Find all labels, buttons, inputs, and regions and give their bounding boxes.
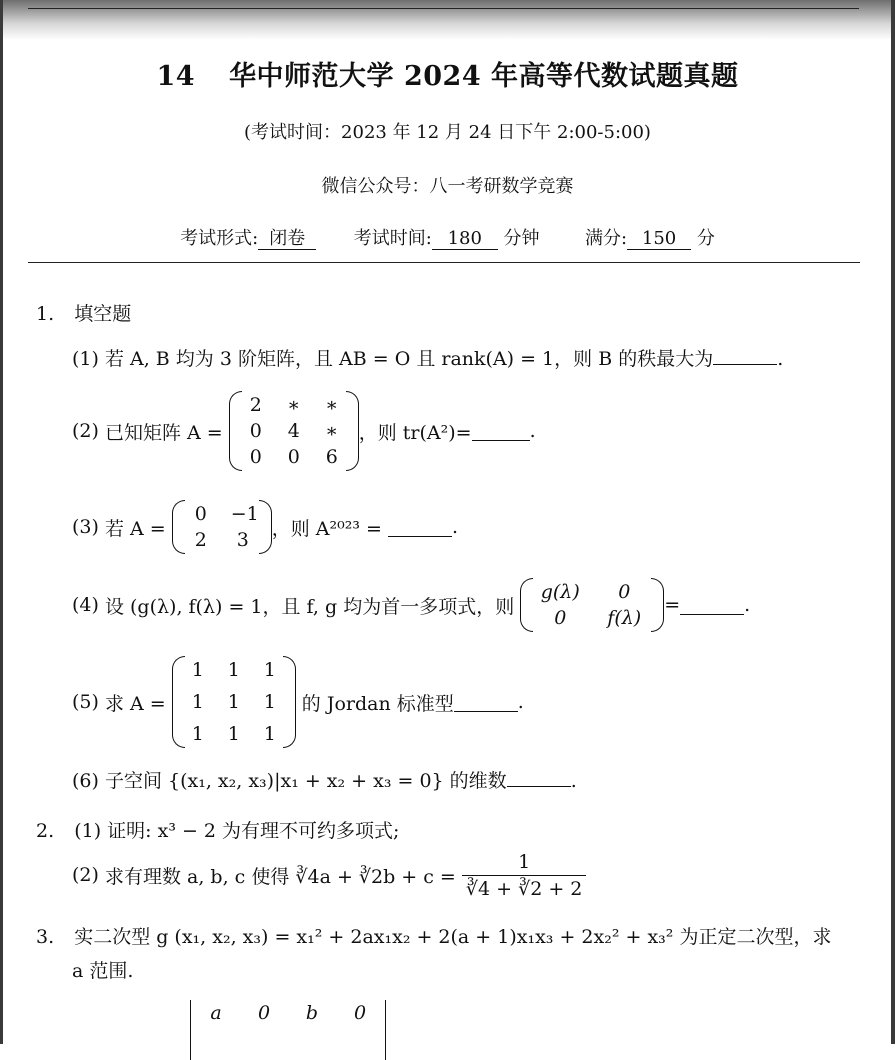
score-unit: 分 [696, 228, 715, 249]
part-pre: 求有理数 a, b, c 使得 ∛4a + ∛2b + c = [104, 865, 456, 888]
matrix-a-2x2 [172, 500, 272, 554]
part-post: ，则 tr(A²)= [358, 421, 472, 444]
right-paren [651, 578, 664, 632]
matrix-g-f-diag [520, 578, 664, 632]
q1-part-5 [72, 652, 524, 752]
page-title [0, 54, 895, 93]
part-pre: 求 A = [104, 692, 166, 715]
exam-date: (考试时间：2023 年 12 月 24 日下午 2:00-5:00) [244, 122, 651, 143]
part-pre: 设 (g(λ), f(λ) = 1，且 f, g 均为首一多项式，则 [104, 595, 515, 618]
right-page-edge [891, 0, 895, 1044]
part-text: 子空间 {(x₁, x₂, x₃)|x₁ + x₂ + x₃ = 0} 的维数 [104, 770, 507, 792]
right-paren [346, 391, 359, 471]
q3-line-1 [36, 922, 831, 949]
right-paren [259, 500, 272, 554]
part-label: (4) [72, 594, 99, 616]
q2-part-2 [72, 846, 586, 904]
matrix-entry: 6 [325, 446, 338, 468]
q2-part-1 [36, 816, 399, 843]
matrix-entry: 2 [249, 394, 262, 416]
exam-info-line [0, 224, 895, 250]
q1-part-2 [72, 384, 536, 478]
matrix-entry: 0 [353, 1002, 367, 1024]
answer-blank [388, 518, 452, 537]
matrix-entry: 0 [249, 446, 262, 468]
matrix-entry: 1 [191, 659, 204, 681]
matrix-entry: a [210, 1002, 222, 1024]
part-pre: 若 A = [104, 517, 166, 540]
answer-blank [507, 768, 571, 787]
part-end: . [777, 348, 784, 370]
q3-text-1: 实二次型 g (x₁, x₂, x₃) = x₁² + 2ax₁x₂ + 2(a + 1)x₁x₃ + 2x₂² + x₃² 为正定二次型，求 [74, 926, 832, 948]
det-bar-left [190, 1000, 197, 1060]
det-cells [197, 1000, 379, 1060]
form-label: 考试形式: [180, 228, 259, 249]
part-post: = [664, 594, 681, 616]
q1-number: 1. [36, 303, 55, 325]
q1-part-4 [72, 572, 750, 638]
matrix-entry: 1 [191, 723, 204, 745]
matrix-entry: ∗ [325, 420, 339, 442]
time-value: 180 [432, 229, 498, 250]
part-label: (2) [72, 420, 99, 442]
part-label: (1) [72, 348, 99, 370]
left-paren [520, 578, 533, 632]
time-unit: 分钟 [503, 228, 540, 249]
left-paren [229, 391, 242, 471]
matrix-entry: 0 [618, 581, 631, 603]
matrix-entry: ∗ [287, 394, 301, 416]
q1-title: 填空题 [74, 303, 132, 325]
matrix-a-3x3 [229, 391, 359, 471]
matrix-entry: −1 [230, 503, 259, 525]
chapter-number: 14 [156, 61, 196, 92]
part-post: ，则 A²⁰²³ = [271, 517, 382, 540]
matrix-entry: 1 [263, 723, 276, 745]
page-top-shadow [0, 0, 895, 40]
part-end: . [517, 691, 524, 713]
answer-blank [454, 693, 518, 712]
left-paren [172, 656, 185, 748]
part-label: (3) [72, 516, 99, 538]
matrix-entry: 1 [263, 691, 276, 713]
score-label: 满分: [585, 228, 628, 249]
score-value: 150 [627, 229, 691, 250]
matrix-cells [533, 578, 651, 632]
wechat-line: 微信公众号：八一考研数学竞赛 [321, 176, 574, 197]
part-label: (2) [72, 864, 99, 886]
matrix-entry: 0 [257, 1002, 271, 1024]
part-text: 若 A, B 均为 3 阶矩阵，且 AB = O 且 rank(A) = 1，则 B 的秩最大为 [104, 348, 714, 370]
part-end: . [570, 770, 577, 792]
part-label: (5) [72, 691, 99, 713]
matrix-entry: 0 [194, 503, 207, 525]
matrix-entry: 1 [227, 691, 240, 713]
q3-number: 3. [36, 926, 55, 948]
header-divider [28, 262, 860, 263]
fraction [462, 851, 586, 900]
left-page-edge [0, 0, 3, 1044]
matrix-entry: 2 [194, 529, 207, 551]
denominator: ∛4 + ∛2 + 2 [462, 875, 586, 900]
matrix-entry: b [305, 1002, 319, 1024]
top-rule [28, 8, 859, 9]
matrix-entry: 0 [287, 446, 300, 468]
matrix-entry: 3 [236, 529, 249, 551]
part-label: (1) [74, 820, 102, 842]
right-paren [283, 656, 296, 748]
matrix-entry: 0 [554, 607, 567, 629]
q1-part-3 [72, 494, 458, 560]
matrix-entry: 1 [191, 691, 204, 713]
part-end: . [529, 420, 536, 442]
left-paren [172, 500, 185, 554]
matrix-entry: 1 [263, 659, 276, 681]
q4-determinant-partial [190, 1000, 386, 1060]
part-end: . [744, 594, 751, 616]
q1-part-1 [72, 344, 783, 371]
part-end: . [451, 516, 459, 538]
q1-heading [36, 299, 131, 326]
part-post: 的 Jordan 标准型 [301, 692, 454, 715]
matrix-entry: 4 [287, 420, 300, 442]
q2-number: 2. [36, 820, 55, 842]
matrix-entry: 0 [249, 420, 262, 442]
time-label: 考试时间: [353, 228, 432, 249]
matrix-cells [242, 391, 346, 471]
part-text: 证明: x³ − 2 为有理不可约多项式; [107, 820, 400, 842]
matrix-entry: f(λ) [607, 607, 642, 629]
answer-blank [472, 422, 530, 441]
matrix-entry: ∗ [325, 394, 339, 416]
answer-blank [713, 346, 777, 365]
exam-title: 华中师范大学 2024 年高等代数试题真题 [229, 61, 739, 92]
matrix-cells [185, 500, 259, 554]
form-value: 闭卷 [258, 229, 316, 250]
matrix-ones-3x3 [172, 656, 296, 748]
matrix-entry: 1 [227, 659, 240, 681]
matrix-entry: 1 [227, 723, 240, 745]
part-pre: 已知矩阵 A = [104, 421, 223, 444]
part-label: (6) [72, 770, 99, 792]
q1-part-6 [72, 766, 577, 793]
det-bar-right [379, 1000, 386, 1060]
q3-line-2: a 范围. [72, 960, 134, 982]
matrix-cells [185, 656, 283, 748]
matrix-entry: g(λ) [540, 581, 580, 603]
numerator: 1 [518, 850, 531, 873]
answer-blank [680, 596, 744, 615]
